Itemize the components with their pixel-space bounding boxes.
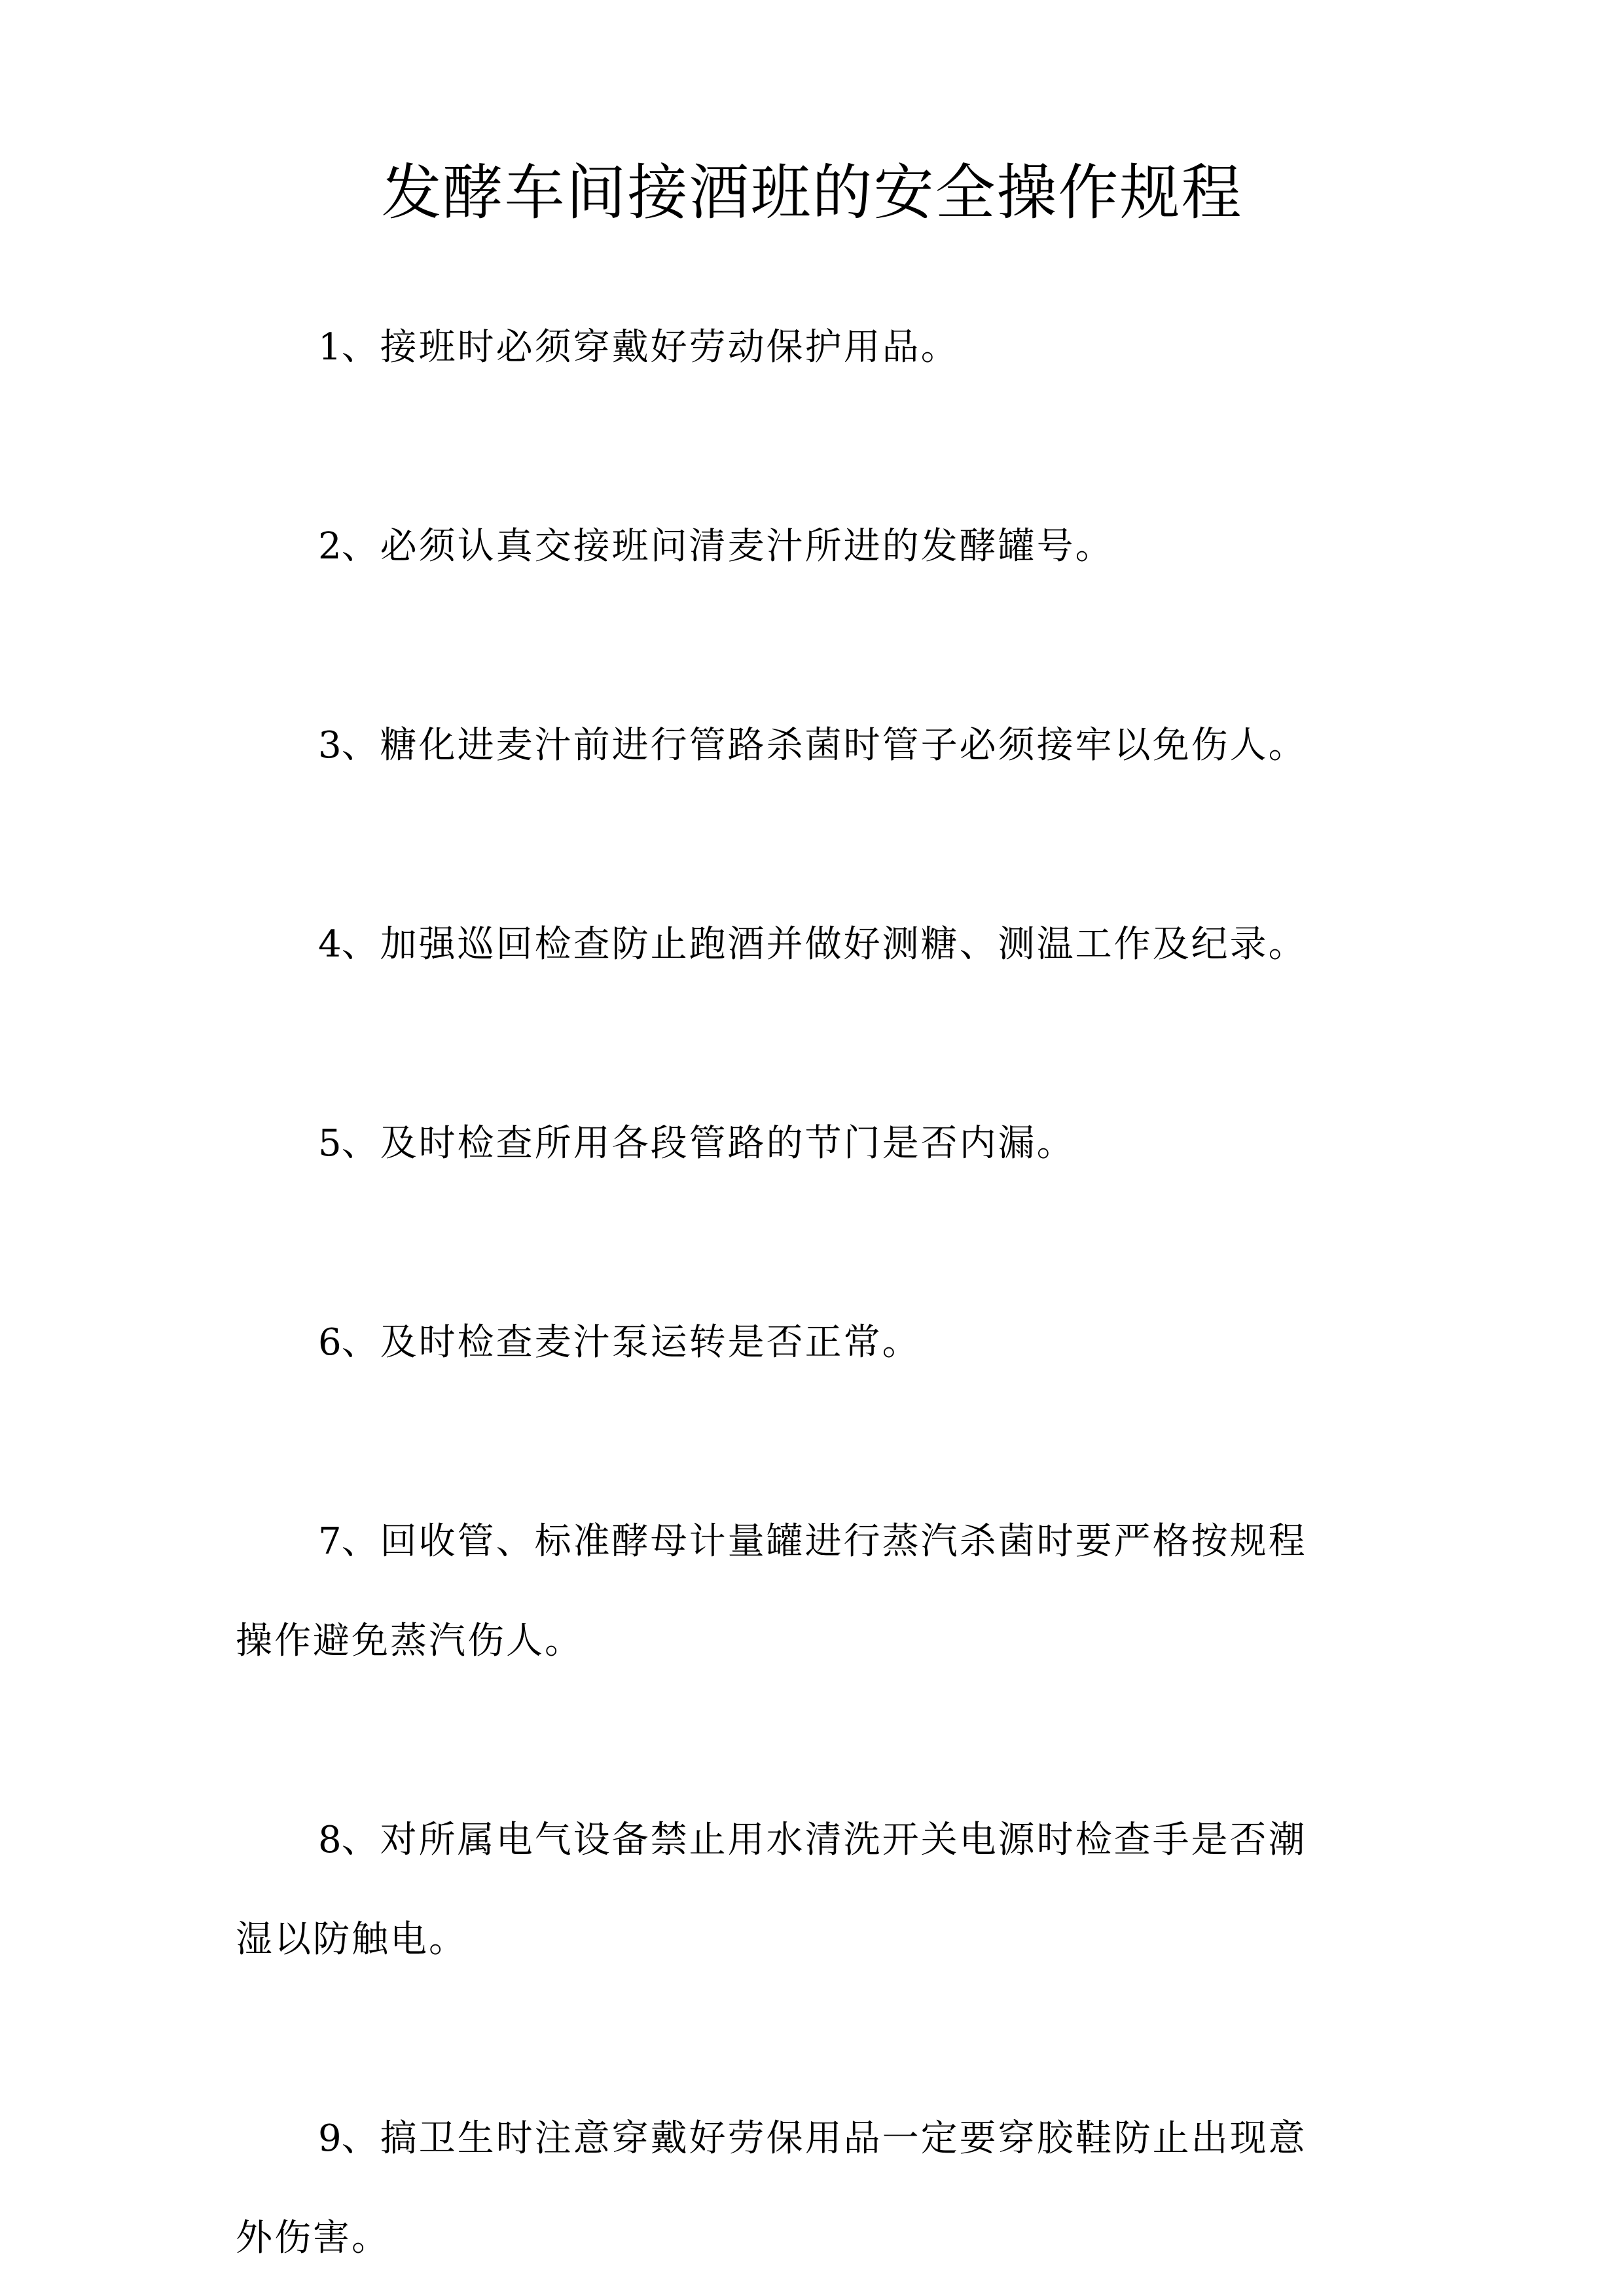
rule-text: 接班时必须穿戴好劳动保护用品。	[380, 326, 960, 369]
rule-separator: 、	[341, 1122, 380, 1165]
rule-item-9	[236, 2089, 1335, 2288]
rule-text: 对所属电气设备禁止用水清洗开关电源时检查手是否潮湿以防触电。	[236, 1819, 1307, 1961]
rule-text: 及时检查所用各段管路的节门是否内漏。	[380, 1122, 1075, 1165]
rule-number: 7	[318, 1520, 342, 1563]
rule-text: 及时检查麦汁泵运转是否正常。	[380, 1321, 921, 1364]
rule-number: 4	[318, 923, 342, 966]
rule-number: 1	[318, 326, 342, 369]
rule-separator: 、	[341, 326, 380, 369]
rule-number: 8	[318, 1819, 342, 1861]
rule-number: 3	[318, 724, 342, 767]
rule-item-4	[236, 895, 1335, 994]
rule-text: 搞卫生时注意穿戴好劳保用品一定要穿胶鞋防止出现意外伤害。	[236, 2117, 1307, 2259]
rule-number: 5	[318, 1122, 342, 1165]
rule-number: 9	[318, 2117, 342, 2160]
rule-separator: 、	[341, 923, 380, 966]
rule-item-1	[236, 298, 1335, 397]
rule-item-7	[236, 1492, 1335, 1691]
rule-separator: 、	[341, 1819, 380, 1861]
rule-separator: 、	[341, 1321, 380, 1364]
rule-item-3	[236, 696, 1335, 795]
rule-separator: 、	[341, 724, 380, 767]
safety-rules-list	[236, 298, 1335, 2288]
rule-text: 糖化进麦汁前进行管路杀菌时管子必须接牢以免伤人。	[380, 724, 1307, 767]
rule-separator: 、	[341, 525, 380, 568]
rule-item-2	[236, 497, 1335, 596]
rule-number: 2	[318, 525, 342, 568]
document-title: 发酵车间接酒班的安全操作规程	[381, 158, 1243, 228]
rule-item-5	[236, 1094, 1335, 1194]
rule-text: 回收管、标准酵母计量罐进行蒸汽杀菌时要严格按规程操作避免蒸汽伤人。	[236, 1520, 1307, 1662]
rule-text: 加强巡回检查防止跑酒并做好测糖、测温工作及纪录。	[380, 923, 1307, 966]
rule-item-6	[236, 1293, 1335, 1393]
rule-text: 必须认真交接班问清麦汁所进的发酵罐号。	[380, 525, 1114, 568]
rule-item-8	[236, 1791, 1335, 1990]
rule-separator: 、	[341, 2117, 380, 2160]
rule-number: 6	[318, 1321, 342, 1364]
rule-separator: 、	[341, 1520, 380, 1563]
